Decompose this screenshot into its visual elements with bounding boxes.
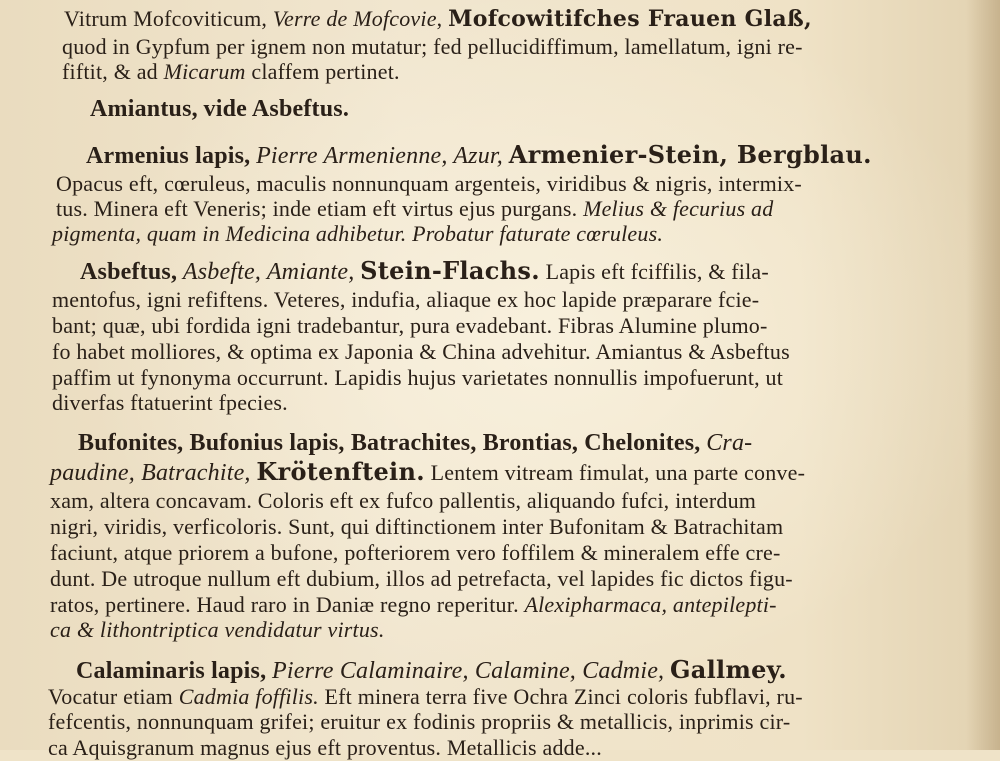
calaminaris-heading: Calaminaris lapis, xyxy=(76,658,267,684)
bufonites-text: ratos, pertinere. Haud raro in Daniæ regno reperitur. xyxy=(50,592,519,617)
armenius-french-2: Azur, xyxy=(453,143,503,169)
asbestus-line-1 xyxy=(80,258,769,285)
asbestus-line-5: paffim ut fynonyma occurrunt. Lapidis hujus varietates nonnullis impofuerunt, ut xyxy=(52,365,784,390)
asbestus-heading: Asbeftus, xyxy=(80,259,178,285)
bufonites-line-6: dunt. De utroque nullum eft dubium, illos ad petrefacta, vel lapides fic dictos figu- xyxy=(50,566,793,591)
bufonites-italic: Alexipharmaca, antepilepti- xyxy=(524,592,777,617)
vitrum-line-3 xyxy=(62,59,400,85)
bufonites-french-2: paudine, Batrachite, xyxy=(50,460,251,486)
asbestus-line-3: bant; quæ, ubi fordida igni tradebantur, pura evadebant. Fibras Alumine plumo- xyxy=(52,313,768,338)
vitrum-italic: Micarum xyxy=(163,59,246,84)
vitrum-name: Vitrum Mofcoviticum xyxy=(64,6,262,31)
bufonites-line-5: faciunt, atque priorem a bufone, pofteriorem vero foffilem & mineralem effe cre- xyxy=(50,540,781,565)
amiantus-entry xyxy=(90,96,349,122)
calaminaris-line-2 xyxy=(48,684,803,710)
amiantus-heading: Amiantus, xyxy=(90,96,198,122)
asbestus-french-1: Asbefte, xyxy=(182,259,262,285)
calaminaris-german: Gallmey. xyxy=(669,655,787,684)
bufonites-german: Krötenftein. xyxy=(256,457,425,486)
vitrum-text-end: claffem pertinet. xyxy=(251,59,400,84)
armenius-line-1 xyxy=(86,142,872,169)
calaminaris-line-4: ca Aquisgranum magnus ejus eft proventus. Metallicis adde... xyxy=(48,735,602,760)
bufonites-text-start: Lentem vitream fimulat, una parte conve- xyxy=(430,460,806,485)
bufonites-line-1 xyxy=(78,430,752,456)
asbestus-line-6: diverfas ftatuerint fpecies. xyxy=(52,390,288,415)
vitrum-line-2: quod in Gypfum per ignem non mutatur; fed pellucidiffimum, lamellatum, igni re- xyxy=(62,34,803,59)
armenius-line-2: Opacus eft, cœruleus, maculis nonnunquam argenteis, viridibus & nigris, intermix- xyxy=(56,171,802,196)
armenius-text: tus. Minera eft Veneris; inde etiam eft virtus ejus purgans. xyxy=(56,196,578,221)
calaminaris-text-2: Eft minera terra five Ochra Zinci coloris fubflavi, ru- xyxy=(324,684,803,709)
bufonites-line-8: ca & lithontriptica vendidatur virtus. xyxy=(50,617,385,642)
vitrum-german-name: Mofcowitifches Frauen Glaß, xyxy=(448,6,812,32)
bufonites-line-4: nigri, viridis, verficoloris. Sunt, qui diftinctionem inter Bufonitam & Batrachitam xyxy=(50,514,784,539)
asbestus-german: Stein-Flachs. xyxy=(360,256,540,285)
bufonites-line-2 xyxy=(50,459,805,486)
calaminaris-french: Pierre Calaminaire, Calamine, Cadmie, xyxy=(272,658,665,684)
armenius-french-1: Pierre Armenienne, xyxy=(256,143,448,169)
amiantus-crossref: vide Asbeftus. xyxy=(203,96,350,122)
bufonites-french-1: Cra- xyxy=(706,430,753,456)
calaminaris-line-3: fefcentis, nonnunquam grifei; eruitur ex fodinis propriis & metallicis, inprimis cir- xyxy=(48,709,791,734)
calaminaris-italic: Cadmia foffilis. xyxy=(178,684,319,709)
armenius-italic: Melius & fecurius ad xyxy=(583,196,774,221)
asbestus-line-2: mentofus, igni refiftens. Veteres, indufia, aliaque ex hoc lapide præparare fcie- xyxy=(52,287,760,312)
vitrum-french-name: Verre de Mofcovie xyxy=(272,6,437,31)
asbestus-line-4: fo habet molliores, & optima ex Japonia & China advehitur. Amiantus & Asbeftus xyxy=(52,339,790,364)
armenius-german: Armenier-Stein, Bergblau. xyxy=(508,140,872,169)
page-edge-shadow xyxy=(966,0,1000,750)
bufonites-line-3: xam, altera concavam. Coloris eft ex fufco pallentis, aliquando fufci, interdum xyxy=(50,488,757,513)
calaminaris-text: Vocatur etiam xyxy=(48,684,173,709)
armenius-line-3 xyxy=(56,196,773,222)
armenius-heading: Armenius lapis, xyxy=(86,143,251,169)
vitrum-text: fiftit, & ad xyxy=(62,59,158,84)
armenius-line-4: pigmenta, quam in Medicina adhibetur. Probatur faturate cœruleus. xyxy=(52,221,664,246)
calaminaris-line-1 xyxy=(76,657,787,684)
asbestus-text-start: Lapis eft fciffilis, & fila- xyxy=(545,259,769,284)
bufonites-heading: Bufonites, Bufonius lapis, Batrachites, Brontias, Chelonites, xyxy=(78,430,701,456)
bufonites-line-7 xyxy=(50,592,777,618)
vitrum-line-1: Vitrum Mofcoviticum, Verre de Mofcovie, Mofcowitifches Frauen Glaß, xyxy=(64,6,812,32)
asbestus-french-2: Amiante, xyxy=(266,259,355,285)
